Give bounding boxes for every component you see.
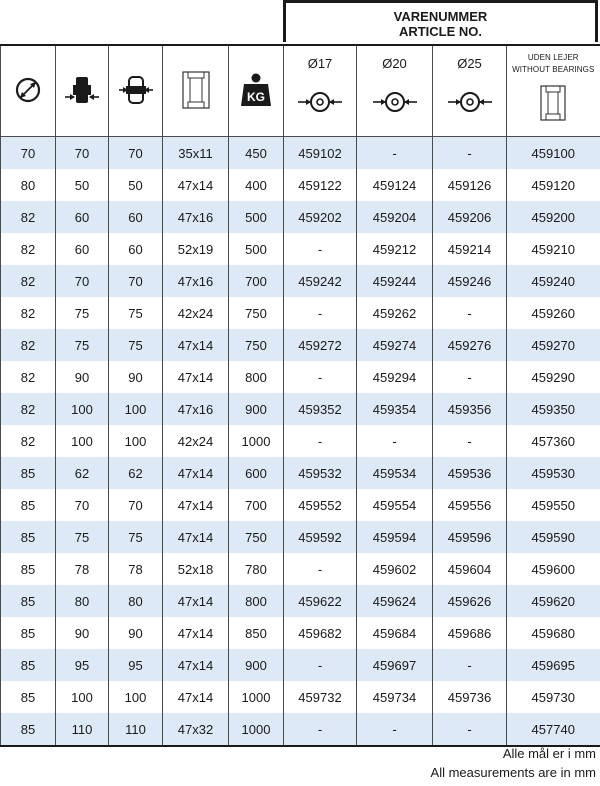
load-capacity-cell: 750 [229, 521, 284, 553]
bore-diameter-icon [372, 90, 418, 114]
wheel-diameter-cell: 85 [1, 617, 56, 649]
bearing-size-cell: 42x24 [163, 425, 229, 457]
hub-length-cell: 70 [109, 489, 163, 521]
article-bore25-cell: 459214 [433, 233, 507, 265]
article-bore25-cell: 459206 [433, 201, 507, 233]
table-row [1, 521, 600, 553]
bearing-size-cell: 47x16 [163, 201, 229, 233]
wheel-width-cell: 90 [56, 617, 109, 649]
kg-load-icon [239, 72, 273, 108]
hub-length-icon [118, 73, 154, 107]
bearing-size-cell: 52x18 [163, 553, 229, 585]
varenummer-label: VARENUMMER [393, 9, 488, 24]
wheel-width-cell: 90 [56, 361, 109, 393]
article-bore20-cell: 459212 [357, 233, 433, 265]
wheel-diameter-icon [13, 75, 43, 105]
hub-length-cell: 78 [109, 553, 163, 585]
hub-length-cell: 50 [109, 169, 163, 201]
article-bore17-cell: - [284, 233, 357, 265]
article-bore17-cell: - [284, 553, 357, 585]
article-bore25-cell: - [433, 649, 507, 681]
article-no-bearing-cell: 459590 [507, 521, 600, 553]
article-bore20-cell: 459594 [357, 521, 433, 553]
hub-length-cell: 62 [109, 457, 163, 489]
load-capacity-cell: 750 [229, 329, 284, 361]
bearing-size-cell: 47x14 [163, 649, 229, 681]
article-bore25-cell: 459596 [433, 521, 507, 553]
load-capacity-cell: 700 [229, 265, 284, 297]
load-capacity-cell: 780 [229, 553, 284, 585]
article-bore20-cell: 459124 [357, 169, 433, 201]
article-no-label: ARTICLE NO. [398, 24, 483, 39]
wheel-width-cell: 62 [56, 457, 109, 489]
hub-length-cell: 75 [109, 521, 163, 553]
article-no-bearing-cell: 457740 [507, 713, 600, 746]
col-load-header [229, 45, 284, 137]
article-bore17-cell: 459732 [284, 681, 357, 713]
wheel-width-cell: 100 [56, 425, 109, 457]
article-no-bearing-cell: 459680 [507, 617, 600, 649]
col-diameter-header [1, 45, 56, 137]
article-bore25-cell: 459126 [433, 169, 507, 201]
article-no-bearing-cell: 459200 [507, 201, 600, 233]
hub-length-cell: 95 [109, 649, 163, 681]
article-bore25-cell: 459246 [433, 265, 507, 297]
specification-table [0, 44, 600, 747]
bearing-size-cell: 35x11 [163, 137, 229, 170]
kg-label: KG [247, 89, 265, 104]
footer-note-danish: Alle mål er i mm [502, 746, 596, 761]
load-capacity-cell: 1000 [229, 681, 284, 713]
hub-length-cell: 100 [109, 681, 163, 713]
load-capacity-cell: 500 [229, 233, 284, 265]
article-bore20-cell: 459244 [357, 265, 433, 297]
wheel-diameter-cell: 82 [1, 361, 56, 393]
hub-length-cell: 75 [109, 329, 163, 361]
article-bore25-cell: 459686 [433, 617, 507, 649]
article-bore20-cell: 459554 [357, 489, 433, 521]
bore25-label: Ø25 [457, 56, 482, 71]
bore-diameter-icon [297, 90, 343, 114]
table-row [1, 329, 600, 361]
wheel-diameter-cell: 82 [1, 393, 56, 425]
article-no-bearing-cell: 459270 [507, 329, 600, 361]
article-bore20-cell: 459624 [357, 585, 433, 617]
col-bore20-header [357, 45, 433, 137]
bearing-size-cell: 47x14 [163, 585, 229, 617]
hub-length-cell: 60 [109, 201, 163, 233]
load-capacity-cell: 700 [229, 489, 284, 521]
load-capacity-cell: 900 [229, 393, 284, 425]
article-bore20-cell: 459204 [357, 201, 433, 233]
article-bore25-cell: 459736 [433, 681, 507, 713]
hub-length-cell: 100 [109, 425, 163, 457]
wheel-width-cell: 75 [56, 329, 109, 361]
wheel-width-cell: 95 [56, 649, 109, 681]
bearing-size-cell: 47x16 [163, 265, 229, 297]
col-bearing-header [163, 45, 229, 137]
col-hub-length-header [109, 45, 163, 137]
hub-length-cell: 60 [109, 233, 163, 265]
article-no-bearing-cell: 459730 [507, 681, 600, 713]
article-no-bearing-cell: 459620 [507, 585, 600, 617]
article-bore25-cell: - [433, 361, 507, 393]
hub-length-cell: 90 [109, 361, 163, 393]
article-bore20-cell: 459602 [357, 553, 433, 585]
col-bore25-header [433, 45, 507, 137]
load-capacity-cell: 1000 [229, 713, 284, 746]
article-no-bearing-cell: 459120 [507, 169, 600, 201]
wheel-width-cell: 100 [56, 393, 109, 425]
bore20-label: Ø20 [382, 56, 407, 71]
article-bore20-cell: 459294 [357, 361, 433, 393]
article-no-bearing-cell: 459350 [507, 393, 600, 425]
load-capacity-cell: 800 [229, 585, 284, 617]
bearing-size-cell: 47x14 [163, 617, 229, 649]
bearing-size-cell: 47x14 [163, 169, 229, 201]
table-row [1, 233, 600, 265]
table-body [1, 137, 600, 747]
table-row [1, 169, 600, 201]
table-header-row [1, 45, 600, 137]
article-bore20-cell: 459534 [357, 457, 433, 489]
article-bore25-cell: 459276 [433, 329, 507, 361]
article-bore25-cell: - [433, 713, 507, 746]
wheel-diameter-cell: 82 [1, 201, 56, 233]
table-row [1, 361, 600, 393]
article-bore17-cell: 459592 [284, 521, 357, 553]
article-bore25-cell: - [433, 297, 507, 329]
wheel-width-cell: 70 [56, 137, 109, 170]
article-bore17-cell: 459202 [284, 201, 357, 233]
article-no-bearing-cell: 459240 [507, 265, 600, 297]
wheel-width-cell: 100 [56, 681, 109, 713]
wheel-width-cell: 60 [56, 233, 109, 265]
bearing-size-cell: 52x19 [163, 233, 229, 265]
load-capacity-cell: 400 [229, 169, 284, 201]
hub-length-cell: 90 [109, 617, 163, 649]
wheel-diameter-cell: 82 [1, 329, 56, 361]
load-capacity-cell: 1000 [229, 425, 284, 457]
article-bore25-cell: 459536 [433, 457, 507, 489]
bearing-size-cell: 47x32 [163, 713, 229, 746]
article-bore17-cell: - [284, 297, 357, 329]
bearing-dimensions-icon [538, 83, 568, 123]
bearing-size-cell: 47x14 [163, 521, 229, 553]
article-bore20-cell: - [357, 137, 433, 170]
uden-lejer-label: UDEN LEJER [527, 53, 579, 62]
without-bearings-label: WITHOUT BEARINGS [512, 65, 595, 74]
wheel-diameter-cell: 85 [1, 713, 56, 746]
article-bore17-cell: 459122 [284, 169, 357, 201]
table-row [1, 457, 600, 489]
load-capacity-cell: 450 [229, 137, 284, 170]
article-bore17-cell: - [284, 361, 357, 393]
wheel-width-cell: 110 [56, 713, 109, 746]
load-capacity-cell: 600 [229, 457, 284, 489]
col-bore17-header [284, 45, 357, 137]
article-no-bearing-cell: 459550 [507, 489, 600, 521]
bearing-size-cell: 47x14 [163, 457, 229, 489]
load-capacity-cell: 850 [229, 617, 284, 649]
article-bore17-cell: - [284, 425, 357, 457]
wheel-diameter-cell: 82 [1, 233, 56, 265]
wheel-width-cell: 78 [56, 553, 109, 585]
article-bore25-cell: 459356 [433, 393, 507, 425]
article-number-header [283, 0, 598, 42]
article-bore17-cell: 459622 [284, 585, 357, 617]
wheel-width-cell: 70 [56, 489, 109, 521]
hub-length-cell: 70 [109, 137, 163, 170]
article-bore20-cell: 459274 [357, 329, 433, 361]
article-bore17-cell: 459532 [284, 457, 357, 489]
article-no-bearing-cell: 459695 [507, 649, 600, 681]
article-no-bearing-cell: 459260 [507, 297, 600, 329]
hub-length-cell: 75 [109, 297, 163, 329]
bearing-size-cell: 42x24 [163, 297, 229, 329]
wheel-diameter-cell: 82 [1, 425, 56, 457]
bore-diameter-icon [447, 90, 493, 114]
article-bore17-cell: - [284, 713, 357, 746]
bearing-size-cell: 47x14 [163, 329, 229, 361]
wheel-diameter-cell: 70 [1, 137, 56, 170]
wheel-diameter-cell: 85 [1, 489, 56, 521]
article-bore25-cell: - [433, 137, 507, 170]
bearing-size-cell: 47x16 [163, 393, 229, 425]
article-bore17-cell: 459552 [284, 489, 357, 521]
table-row [1, 585, 600, 617]
article-no-bearing-cell: 457360 [507, 425, 600, 457]
wheel-diameter-cell: 85 [1, 521, 56, 553]
wheel-diameter-cell: 85 [1, 553, 56, 585]
article-bore20-cell: - [357, 713, 433, 746]
article-no-bearing-cell: 459290 [507, 361, 600, 393]
wheel-width-cell: 70 [56, 265, 109, 297]
load-capacity-cell: 750 [229, 297, 284, 329]
table-row [1, 425, 600, 457]
bore17-label: Ø17 [307, 56, 333, 71]
table-row [1, 265, 600, 297]
footer-note-english: All measurements are in mm [430, 765, 596, 780]
article-no-bearing-cell: 459530 [507, 457, 600, 489]
article-bore17-cell: 459242 [284, 265, 357, 297]
article-no-bearing-cell: 459100 [507, 137, 600, 170]
article-bore20-cell: 459354 [357, 393, 433, 425]
hub-length-cell: 110 [109, 713, 163, 746]
article-bore25-cell: 459556 [433, 489, 507, 521]
table-row [1, 649, 600, 681]
wheel-diameter-cell: 80 [1, 169, 56, 201]
wheel-width-cell: 60 [56, 201, 109, 233]
bearing-size-cell: 47x14 [163, 361, 229, 393]
hub-length-cell: 70 [109, 265, 163, 297]
table-row [1, 617, 600, 649]
hub-length-cell: 80 [109, 585, 163, 617]
article-bore25-cell: 459604 [433, 553, 507, 585]
wheel-diameter-cell: 82 [1, 265, 56, 297]
wheel-width-cell: 75 [56, 297, 109, 329]
article-bore17-cell: 459352 [284, 393, 357, 425]
load-capacity-cell: 500 [229, 201, 284, 233]
wheel-diameter-cell: 85 [1, 585, 56, 617]
bearing-size-cell: 47x14 [163, 681, 229, 713]
article-bore20-cell: 459684 [357, 617, 433, 649]
table-row [1, 137, 600, 170]
article-bore20-cell: 459262 [357, 297, 433, 329]
article-bore17-cell: - [284, 649, 357, 681]
col-width-header [56, 45, 109, 137]
table-row [1, 297, 600, 329]
wheel-diameter-cell: 82 [1, 297, 56, 329]
load-capacity-cell: 900 [229, 649, 284, 681]
bearing-size-cell: 47x14 [163, 489, 229, 521]
wheel-width-icon [64, 73, 100, 107]
table-row [1, 489, 600, 521]
table-row [1, 201, 600, 233]
article-bore25-cell: - [433, 425, 507, 457]
wheel-width-cell: 80 [56, 585, 109, 617]
article-no-bearing-cell: 459210 [507, 233, 600, 265]
table-row [1, 713, 600, 746]
article-bore17-cell: 459682 [284, 617, 357, 649]
article-bore20-cell: 459697 [357, 649, 433, 681]
hub-length-cell: 100 [109, 393, 163, 425]
bearing-dimensions-icon [179, 69, 213, 111]
article-bore25-cell: 459626 [433, 585, 507, 617]
article-bore17-cell: 459102 [284, 137, 357, 170]
wheel-width-cell: 50 [56, 169, 109, 201]
wheel-width-cell: 75 [56, 521, 109, 553]
wheel-diameter-cell: 85 [1, 681, 56, 713]
table-row [1, 553, 600, 585]
col-no-bearing-header [507, 45, 600, 137]
article-no-bearing-cell: 459600 [507, 553, 600, 585]
load-capacity-cell: 800 [229, 361, 284, 393]
article-bore17-cell: 459272 [284, 329, 357, 361]
article-bore20-cell: - [357, 425, 433, 457]
article-bore20-cell: 459734 [357, 681, 433, 713]
table-row [1, 393, 600, 425]
wheel-diameter-cell: 85 [1, 649, 56, 681]
table-row [1, 681, 600, 713]
wheel-diameter-cell: 85 [1, 457, 56, 489]
